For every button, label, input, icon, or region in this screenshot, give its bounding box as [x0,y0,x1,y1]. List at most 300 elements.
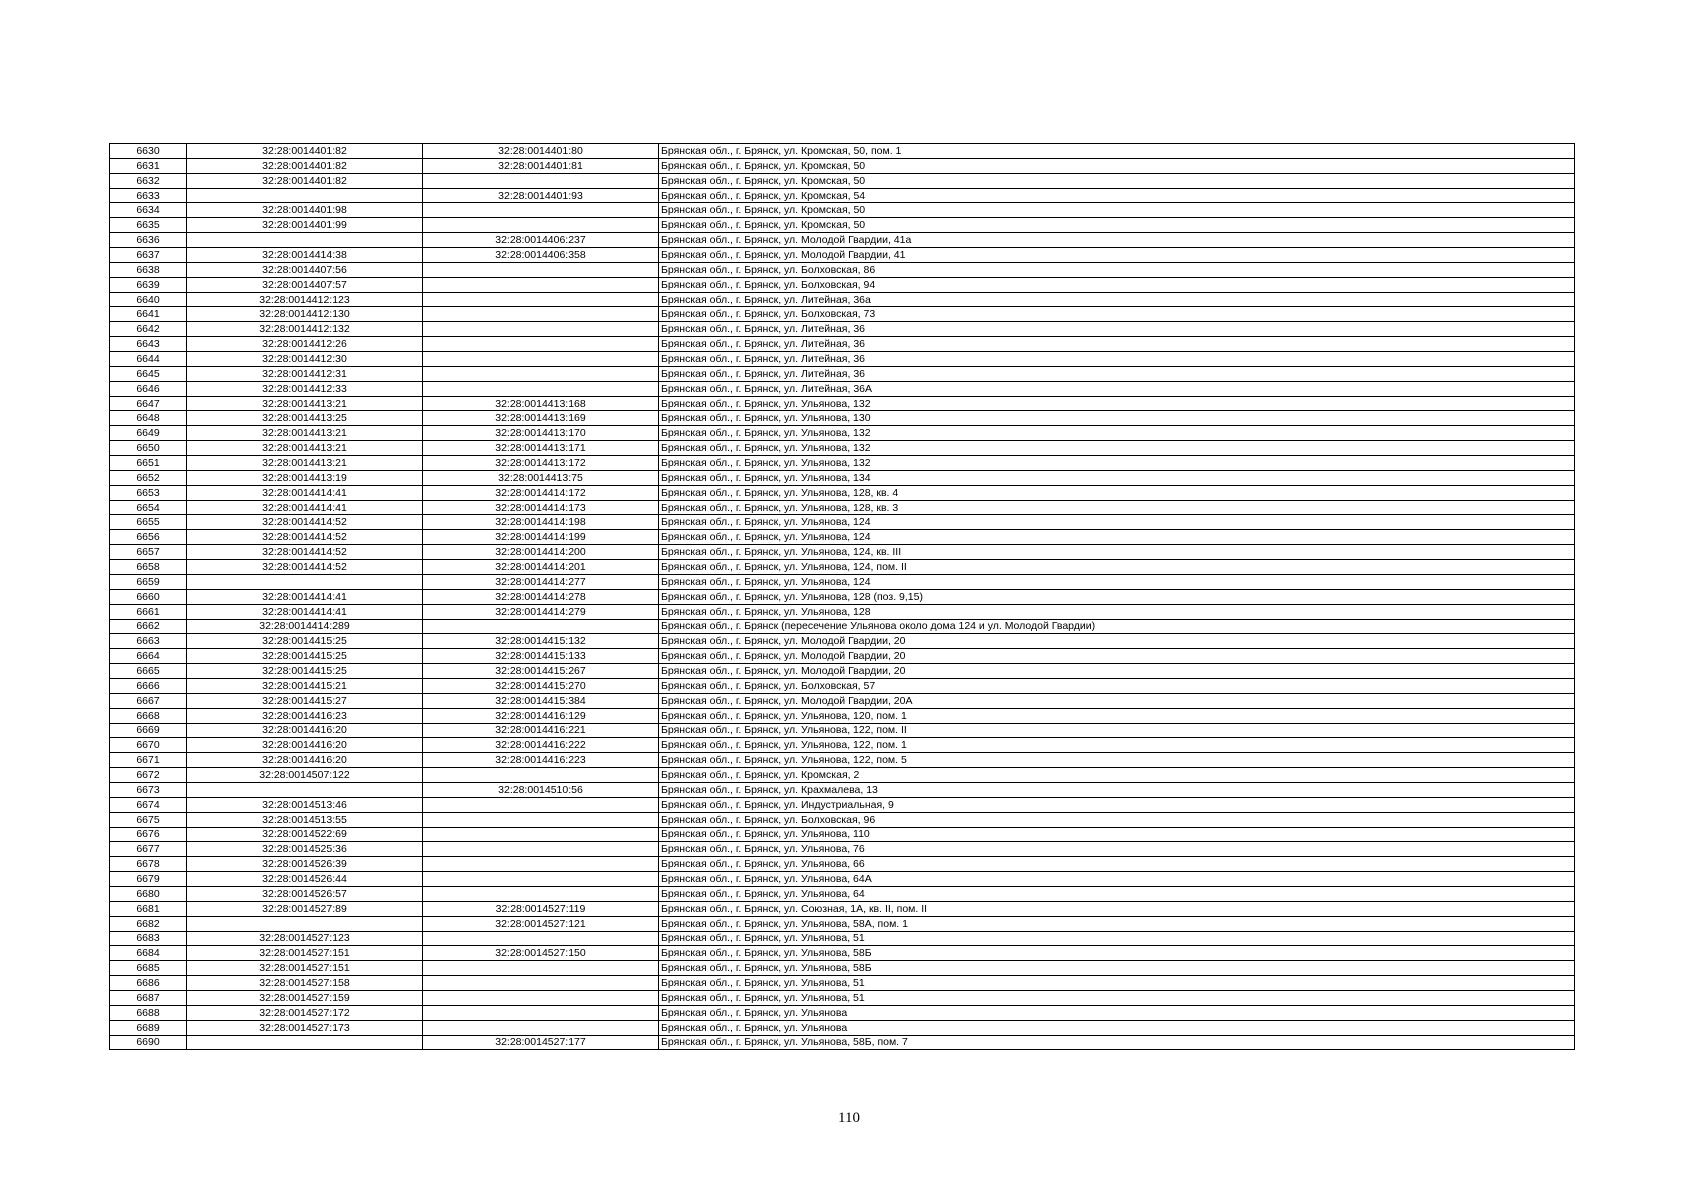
table-row [110,352,1575,367]
address-cell: Брянская обл., г. Брянск, ул. Ульянова [659,1020,1575,1035]
registry-table-body [110,144,1575,1050]
cadastral-number-cell: 32:28:0014407:56 [187,262,423,277]
cadastral-number-cell: 32:28:0014414:52 [187,515,423,530]
address-cell: Брянская обл., г. Брянск, ул. Ульянова, 58Б [659,961,1575,976]
row-number-cell: 6658 [110,560,187,575]
address-cell: Брянская обл., г. Брянск, ул. Литейная, 36 [659,337,1575,352]
cadastral-number-cell [187,782,423,797]
address-cell: Брянская обл., г. Брянск, ул. Ульянова, 51 [659,976,1575,991]
cadastral-number-cell: 32:28:0014507:122 [187,768,423,783]
cadastral-number-cell: 32:28:0014414:38 [187,248,423,263]
row-number-cell: 6686 [110,976,187,991]
row-number-cell: 6688 [110,1005,187,1020]
table-row [110,812,1575,827]
row-number-cell: 6640 [110,292,187,307]
address-cell: Брянская обл., г. Брянск, ул. Болховская, 94 [659,277,1575,292]
object-cadastral-number-cell [423,381,659,396]
row-number-cell: 6637 [110,248,187,263]
table-row [110,426,1575,441]
table-row [110,723,1575,738]
row-number-cell: 6651 [110,456,187,471]
row-number-cell: 6653 [110,485,187,500]
cadastral-number-cell: 32:28:0014414:41 [187,500,423,515]
object-cadastral-number-cell: 32:28:0014527:177 [423,1035,659,1050]
row-number-cell: 6635 [110,218,187,233]
cadastral-number-cell: 32:28:0014415:27 [187,693,423,708]
object-cadastral-number-cell [423,262,659,277]
cadastral-number-cell: 32:28:0014415:25 [187,649,423,664]
row-number-cell: 6656 [110,530,187,545]
object-cadastral-number-cell: 32:28:0014415:132 [423,634,659,649]
row-number-cell: 6634 [110,203,187,218]
cadastral-number-cell: 32:28:0014413:21 [187,456,423,471]
row-number-cell: 6684 [110,946,187,961]
cadastral-number-cell: 32:28:0014414:41 [187,589,423,604]
row-number-cell: 6657 [110,545,187,560]
object-cadastral-number-cell: 32:28:0014416:221 [423,723,659,738]
table-row [110,277,1575,292]
object-cadastral-number-cell: 32:28:0014414:199 [423,530,659,545]
table-row [110,693,1575,708]
object-cadastral-number-cell [423,366,659,381]
cadastral-number-cell: 32:28:0014412:26 [187,337,423,352]
cadastral-number-cell: 32:28:0014412:123 [187,292,423,307]
cadastral-number-cell: 32:28:0014412:33 [187,381,423,396]
table-row [110,292,1575,307]
row-number-cell: 6667 [110,693,187,708]
object-cadastral-number-cell: 32:28:0014414:277 [423,574,659,589]
address-cell: Брянская обл., г. Брянск, ул. Кромская, 50 [659,203,1575,218]
object-cadastral-number-cell [423,976,659,991]
object-cadastral-number-cell: 32:28:0014413:171 [423,441,659,456]
object-cadastral-number-cell: 32:28:0014527:121 [423,916,659,931]
object-cadastral-number-cell: 32:28:0014416:222 [423,738,659,753]
address-cell: Брянская обл., г. Брянск, ул. Ульянова, 128 (поз. 9,15) [659,589,1575,604]
address-cell: Брянская обл., г. Брянск, ул. Молодой Гвардии, 41 [659,248,1575,263]
table-row [110,366,1575,381]
address-cell: Брянская обл., г. Брянск (пересечение Ульянова около дома 124 и ул. Молодой Гвардии) [659,619,1575,634]
object-cadastral-number-cell [423,827,659,842]
cadastral-number-cell: 32:28:0014527:159 [187,990,423,1005]
object-cadastral-number-cell: 32:28:0014401:80 [423,144,659,159]
cadastral-number-cell: 32:28:0014416:20 [187,753,423,768]
table-row [110,545,1575,560]
address-cell: Брянская обл., г. Брянск, ул. Ульянова, 64 [659,886,1575,901]
cadastral-number-cell: 32:28:0014415:25 [187,634,423,649]
object-cadastral-number-cell [423,619,659,634]
cadastral-number-cell: 32:28:0014401:98 [187,203,423,218]
row-number-cell: 6677 [110,842,187,857]
object-cadastral-number-cell: 32:28:0014510:56 [423,782,659,797]
address-cell: Брянская обл., г. Брянск, ул. Молодой Гвардии, 20 [659,664,1575,679]
address-cell: Брянская обл., г. Брянск, ул. Литейная, 36 [659,352,1575,367]
table-row [110,158,1575,173]
table-row [110,307,1575,322]
object-cadastral-number-cell [423,218,659,233]
address-cell: Брянская обл., г. Брянск, ул. Кромская, 50, пом. 1 [659,144,1575,159]
cadastral-number-cell: 32:28:0014527:123 [187,931,423,946]
object-cadastral-number-cell [423,292,659,307]
row-number-cell: 6645 [110,366,187,381]
cadastral-number-cell: 32:28:0014413:21 [187,396,423,411]
address-cell: Брянская обл., г. Брянск, ул. Ульянова, 132 [659,456,1575,471]
address-cell: Брянская обл., г. Брянск, ул. Болховская, 86 [659,262,1575,277]
address-cell: Брянская обл., г. Брянск, ул. Кромская, 2 [659,768,1575,783]
cadastral-number-cell: 32:28:0014415:25 [187,664,423,679]
row-number-cell: 6685 [110,961,187,976]
row-number-cell: 6649 [110,426,187,441]
table-row [110,931,1575,946]
object-cadastral-number-cell: 32:28:0014414:201 [423,560,659,575]
cadastral-number-cell: 32:28:0014415:21 [187,678,423,693]
table-row [110,782,1575,797]
address-cell: Брянская обл., г. Брянск, ул. Ульянова, 66 [659,857,1575,872]
table-row [110,901,1575,916]
object-cadastral-number-cell [423,307,659,322]
cadastral-number-cell: 32:28:0014414:289 [187,619,423,634]
row-number-cell: 6646 [110,381,187,396]
object-cadastral-number-cell: 32:28:0014413:75 [423,470,659,485]
address-cell: Брянская обл., г. Брянск, ул. Литейная, 36А [659,381,1575,396]
object-cadastral-number-cell: 32:28:0014401:81 [423,158,659,173]
object-cadastral-number-cell [423,842,659,857]
address-cell: Брянская обл., г. Брянск, ул. Кромская, 54 [659,188,1575,203]
row-number-cell: 6670 [110,738,187,753]
table-row [110,664,1575,679]
cadastral-number-cell: 32:28:0014527:151 [187,946,423,961]
row-number-cell: 6673 [110,782,187,797]
address-cell: Брянская обл., г. Брянск, ул. Ульянова, 132 [659,396,1575,411]
table-row [110,515,1575,530]
address-cell: Брянская обл., г. Брянск, ул. Ульянова, 120, пом. 1 [659,708,1575,723]
row-number-cell: 6654 [110,500,187,515]
row-number-cell: 6639 [110,277,187,292]
address-cell: Брянская обл., г. Брянск, ул. Ульянова, 132 [659,426,1575,441]
table-row [110,1035,1575,1050]
table-row [110,797,1575,812]
address-cell: Брянская обл., г. Брянск, ул. Ульянова, 110 [659,827,1575,842]
row-number-cell: 6662 [110,619,187,634]
row-number-cell: 6632 [110,173,187,188]
cadastral-number-cell: 32:28:0014412:132 [187,322,423,337]
table-row [110,1020,1575,1035]
row-number-cell: 6680 [110,886,187,901]
object-cadastral-number-cell: 32:28:0014415:384 [423,693,659,708]
object-cadastral-number-cell: 32:28:0014414:198 [423,515,659,530]
table-row [110,456,1575,471]
row-number-cell: 6665 [110,664,187,679]
address-cell: Брянская обл., г. Брянск, ул. Кромская, 50 [659,173,1575,188]
row-number-cell: 6647 [110,396,187,411]
cadastral-number-cell: 32:28:0014526:39 [187,857,423,872]
row-number-cell: 6681 [110,901,187,916]
row-number-cell: 6679 [110,872,187,887]
object-cadastral-number-cell: 32:28:0014416:129 [423,708,659,723]
row-number-cell: 6644 [110,352,187,367]
table-row [110,842,1575,857]
row-number-cell: 6648 [110,411,187,426]
table-row [110,634,1575,649]
address-cell: Брянская обл., г. Брянск, ул. Кромская, 50 [659,158,1575,173]
row-number-cell: 6666 [110,678,187,693]
address-cell: Брянская обл., г. Брянск, ул. Крахмалева, 13 [659,782,1575,797]
object-cadastral-number-cell [423,203,659,218]
address-cell: Брянская обл., г. Брянск, ул. Литейная, 36 [659,366,1575,381]
address-cell: Брянская обл., г. Брянск, ул. Болховская, 57 [659,678,1575,693]
cadastral-number-cell [187,574,423,589]
cadastral-number-cell: 32:28:0014414:41 [187,604,423,619]
cadastral-number-cell: 32:28:0014413:19 [187,470,423,485]
address-cell: Брянская обл., г. Брянск, ул. Ульянова, 58Б, пом. 7 [659,1035,1575,1050]
cadastral-number-cell: 32:28:0014416:23 [187,708,423,723]
cadastral-number-cell: 32:28:0014412:31 [187,366,423,381]
table-row [110,872,1575,887]
row-number-cell: 6652 [110,470,187,485]
table-row [110,441,1575,456]
object-cadastral-number-cell: 32:28:0014413:169 [423,411,659,426]
table-row [110,604,1575,619]
address-cell: Брянская обл., г. Брянск, ул. Ульянова, 124, пом. II [659,560,1575,575]
address-cell: Брянская обл., г. Брянск, ул. Ульянова, 134 [659,470,1575,485]
address-cell: Брянская обл., г. Брянск, ул. Ульянова, 124 [659,515,1575,530]
cadastral-number-cell: 32:28:0014416:20 [187,738,423,753]
object-cadastral-number-cell: 32:28:0014413:170 [423,426,659,441]
cadastral-number-cell: 32:28:0014412:130 [187,307,423,322]
object-cadastral-number-cell [423,173,659,188]
object-cadastral-number-cell [423,1020,659,1035]
cadastral-number-cell: 32:28:0014513:55 [187,812,423,827]
cadastral-number-cell: 32:28:0014413:21 [187,426,423,441]
cadastral-number-cell: 32:28:0014412:30 [187,352,423,367]
cadastral-number-cell: 32:28:0014526:44 [187,872,423,887]
address-cell: Брянская обл., г. Брянск, ул. Ульянова, 122, пом. II [659,723,1575,738]
row-number-cell: 6678 [110,857,187,872]
row-number-cell: 6664 [110,649,187,664]
object-cadastral-number-cell [423,797,659,812]
object-cadastral-number-cell: 32:28:0014414:279 [423,604,659,619]
address-cell: Брянская обл., г. Брянск, ул. Ульянова, 128 [659,604,1575,619]
page-number: 110 [838,1110,860,1126]
table-row [110,961,1575,976]
cadastral-number-cell: 32:28:0014527:173 [187,1020,423,1035]
object-cadastral-number-cell: 32:28:0014406:237 [423,233,659,248]
row-number-cell: 6633 [110,188,187,203]
address-cell: Брянская обл., г. Брянск, ул. Ульянова [659,1005,1575,1020]
object-cadastral-number-cell [423,886,659,901]
cadastral-number-cell: 32:28:0014525:36 [187,842,423,857]
row-number-cell: 6675 [110,812,187,827]
cadastral-number-cell: 32:28:0014513:46 [187,797,423,812]
table-row [110,886,1575,901]
address-cell: Брянская обл., г. Брянск, ул. Литейная, 36а [659,292,1575,307]
table-row [110,857,1575,872]
object-cadastral-number-cell: 32:28:0014401:93 [423,188,659,203]
row-number-cell: 6690 [110,1035,187,1050]
row-number-cell: 6669 [110,723,187,738]
table-row [110,396,1575,411]
table-row [110,560,1575,575]
object-cadastral-number-cell [423,768,659,783]
table-row [110,262,1575,277]
cadastral-number-cell: 32:28:0014413:25 [187,411,423,426]
table-row [110,976,1575,991]
table-row [110,337,1575,352]
table-row [110,574,1575,589]
cadastral-number-cell [187,233,423,248]
object-cadastral-number-cell [423,872,659,887]
address-cell: Брянская обл., г. Брянск, ул. Болховская, 96 [659,812,1575,827]
address-cell: Брянская обл., г. Брянск, ул. Болховская, 73 [659,307,1575,322]
address-cell: Брянская обл., г. Брянск, ул. Молодой Гвардии, 20 [659,634,1575,649]
table-row [110,649,1575,664]
row-number-cell: 6683 [110,931,187,946]
object-cadastral-number-cell: 32:28:0014414:278 [423,589,659,604]
cadastral-number-cell: 32:28:0014522:69 [187,827,423,842]
object-cadastral-number-cell: 32:28:0014415:267 [423,664,659,679]
cadastral-number-cell: 32:28:0014407:57 [187,277,423,292]
object-cadastral-number-cell: 32:28:0014416:223 [423,753,659,768]
address-cell: Брянская обл., г. Брянск, ул. Литейная, 36 [659,322,1575,337]
object-cadastral-number-cell: 32:28:0014415:133 [423,649,659,664]
object-cadastral-number-cell: 32:28:0014527:150 [423,946,659,961]
address-cell: Брянская обл., г. Брянск, ул. Ульянова, 58А, пом. 1 [659,916,1575,931]
table-row [110,738,1575,753]
object-cadastral-number-cell: 32:28:0014414:200 [423,545,659,560]
table-row [110,322,1575,337]
object-cadastral-number-cell [423,1005,659,1020]
address-cell: Брянская обл., г. Брянск, ул. Молодой Гвардии, 20 [659,649,1575,664]
row-number-cell: 6671 [110,753,187,768]
address-cell: Брянская обл., г. Брянск, ул. Ульянова, 130 [659,411,1575,426]
cadastral-number-cell: 32:28:0014414:52 [187,545,423,560]
row-number-cell: 6631 [110,158,187,173]
table-row [110,1005,1575,1020]
table-row [110,173,1575,188]
cadastral-number-cell [187,916,423,931]
table-row [110,203,1575,218]
address-cell: Брянская обл., г. Брянск, ул. Ульянова, 122, пом. 1 [659,738,1575,753]
table-row [110,381,1575,396]
cadastral-number-cell: 32:28:0014401:82 [187,158,423,173]
object-cadastral-number-cell [423,931,659,946]
object-cadastral-number-cell: 32:28:0014413:172 [423,456,659,471]
row-number-cell: 6655 [110,515,187,530]
row-number-cell: 6687 [110,990,187,1005]
table-row [110,946,1575,961]
row-number-cell: 6650 [110,441,187,456]
table-row [110,827,1575,842]
address-cell: Брянская обл., г. Брянск, ул. Союзная, 1А, кв. II, пом. II [659,901,1575,916]
cadastral-number-cell: 32:28:0014401:99 [187,218,423,233]
table-row [110,411,1575,426]
object-cadastral-number-cell: 32:28:0014414:172 [423,485,659,500]
address-cell: Брянская обл., г. Брянск, ул. Ульянова, 132 [659,441,1575,456]
row-number-cell: 6682 [110,916,187,931]
object-cadastral-number-cell [423,961,659,976]
object-cadastral-number-cell [423,277,659,292]
object-cadastral-number-cell [423,322,659,337]
address-cell: Брянская обл., г. Брянск, ул. Индустриальная, 9 [659,797,1575,812]
cadastral-number-cell: 32:28:0014527:89 [187,901,423,916]
address-cell: Брянская обл., г. Брянск, ул. Молодой Гвардии, 41а [659,233,1575,248]
row-number-cell: 6689 [110,1020,187,1035]
address-cell: Брянская обл., г. Брянск, ул. Ульянова, 122, пом. 5 [659,753,1575,768]
table-row [110,619,1575,634]
table-row [110,470,1575,485]
cadastral-number-cell: 32:28:0014527:158 [187,976,423,991]
table-row [110,248,1575,263]
row-number-cell: 6660 [110,589,187,604]
cadastral-number-cell: 32:28:0014414:52 [187,530,423,545]
table-row [110,485,1575,500]
registry-table [109,143,1575,1050]
table-row [110,990,1575,1005]
address-cell: Брянская обл., г. Брянск, ул. Ульянова, 124, кв. III [659,545,1575,560]
row-number-cell: 6663 [110,634,187,649]
row-number-cell: 6674 [110,797,187,812]
object-cadastral-number-cell [423,812,659,827]
row-number-cell: 6661 [110,604,187,619]
cadastral-number-cell [187,1035,423,1050]
table-row [110,916,1575,931]
row-number-cell: 6638 [110,262,187,277]
table-row [110,678,1575,693]
address-cell: Брянская обл., г. Брянск, ул. Кромская, 50 [659,218,1575,233]
table-row [110,218,1575,233]
table-row [110,188,1575,203]
row-number-cell: 6659 [110,574,187,589]
cadastral-number-cell [187,188,423,203]
address-cell: Брянская обл., г. Брянск, ул. Ульянова, 51 [659,931,1575,946]
address-cell: Брянская обл., г. Брянск, ул. Молодой Гвардии, 20А [659,693,1575,708]
row-number-cell: 6643 [110,337,187,352]
cadastral-number-cell: 32:28:0014413:21 [187,441,423,456]
object-cadastral-number-cell [423,857,659,872]
object-cadastral-number-cell: 32:28:0014406:358 [423,248,659,263]
table-row [110,768,1575,783]
table-row [110,530,1575,545]
table-row [110,144,1575,159]
object-cadastral-number-cell: 32:28:0014414:173 [423,500,659,515]
cadastral-number-cell: 32:28:0014401:82 [187,173,423,188]
cadastral-number-cell: 32:28:0014414:52 [187,560,423,575]
cadastral-number-cell: 32:28:0014527:151 [187,961,423,976]
object-cadastral-number-cell [423,337,659,352]
object-cadastral-number-cell [423,352,659,367]
cadastral-number-cell: 32:28:0014526:57 [187,886,423,901]
row-number-cell: 6676 [110,827,187,842]
address-cell: Брянская обл., г. Брянск, ул. Ульянова, 128, кв. 4 [659,485,1575,500]
object-cadastral-number-cell: 32:28:0014415:270 [423,678,659,693]
address-cell: Брянская обл., г. Брянск, ул. Ульянова, 76 [659,842,1575,857]
row-number-cell: 6668 [110,708,187,723]
object-cadastral-number-cell [423,990,659,1005]
row-number-cell: 6630 [110,144,187,159]
table-row [110,500,1575,515]
cadastral-number-cell: 32:28:0014414:41 [187,485,423,500]
row-number-cell: 6642 [110,322,187,337]
address-cell: Брянская обл., г. Брянск, ул. Ульянова, 51 [659,990,1575,1005]
object-cadastral-number-cell: 32:28:0014413:168 [423,396,659,411]
address-cell: Брянская обл., г. Брянск, ул. Ульянова, 124 [659,530,1575,545]
row-number-cell: 6672 [110,768,187,783]
row-number-cell: 6636 [110,233,187,248]
cadastral-number-cell: 32:28:0014401:82 [187,144,423,159]
table-row [110,708,1575,723]
row-number-cell: 6641 [110,307,187,322]
table-row [110,753,1575,768]
object-cadastral-number-cell: 32:28:0014527:119 [423,901,659,916]
